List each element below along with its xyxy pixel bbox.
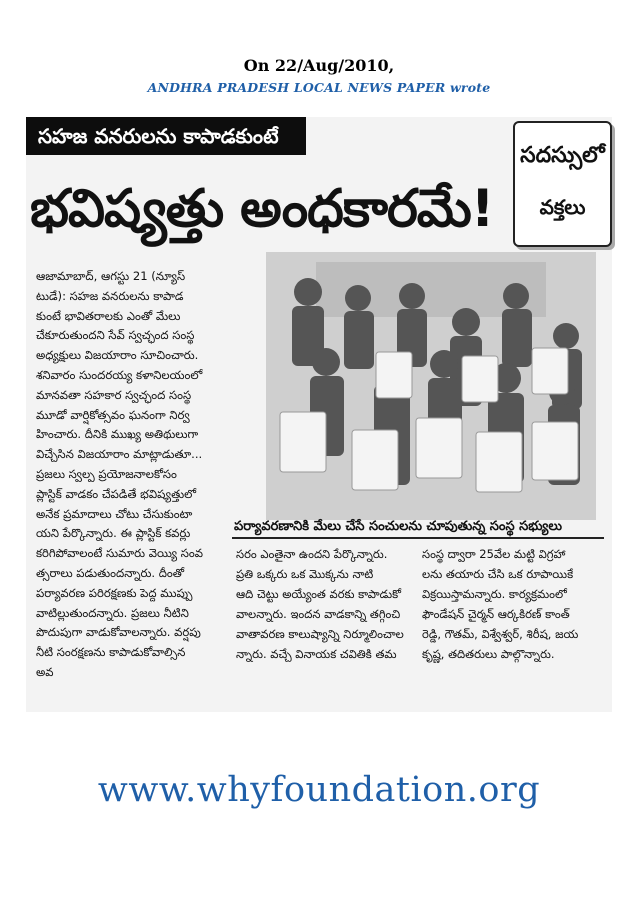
footer-website-url[interactable]: www.whyfoundation.org [97, 770, 541, 810]
article-left-column [36, 267, 204, 707]
article-line: అధ్యక్షులు విజయారాం సూచించారు. [36, 348, 199, 363]
article-line: ప్లాస్టిక్ వాడకం చేపడితే భవిష్యత్తులో [36, 486, 197, 501]
article-line: మూడో వార్షికోత్సవం ఘనంగా నిర్వ [36, 407, 190, 422]
article-line: టుడే): సహజ వనరులను కాపాడ [36, 288, 184, 303]
article-line: చేకూరుతుందని సేవ్ స్వచ్ఛంద సంస్థ [36, 328, 195, 343]
article-line: హించారు. దీనికి ముఖ్య అతిథులుగా [36, 427, 199, 442]
newspaper-clipping [26, 117, 612, 712]
article-line: సరం ఎంతైనా ఉందని పేర్కొన్నారు. [236, 547, 388, 561]
clipping-badge [513, 121, 612, 247]
article-line: లను తయారు చేసి ఒక రూపాయికే [422, 567, 574, 581]
article-line: కరిగిపోవాలంటే సుమారు వెయ్యి సంవ [36, 546, 204, 561]
article-line: సంస్థ ద్వారా 25వేల మట్టి విగ్రహా [422, 547, 566, 561]
badge-line-1: సదస్సులో [520, 143, 605, 168]
article-line: వాటిల్లుతుందన్నారు. ప్రజలు నీటిని [36, 605, 189, 620]
article-line: వాతావరణ కాలుష్యాన్ని నిర్మూలించాల [236, 627, 404, 641]
article-line: ఆజామాబాద్, ఆగస్టు 21 (న్యూస్ [36, 269, 186, 283]
article-line: విచ్చేసిన విజయారాం మాట్లాడుతూ... [36, 447, 203, 462]
article-line: మానవతా సహకార స్వచ్ఛంద సంస్థ [36, 387, 192, 402]
caption-divider [232, 537, 604, 539]
article-line: పర్యావరణ పరిరక్షణకు పెద్ద ముప్పు [36, 585, 193, 600]
clipping-headline: భవిష్యత్తు అంధకారమే! [30, 179, 494, 239]
header-date-line: On 22/Aug/2010, [243, 56, 395, 75]
article-line: ప్రజలు స్వల్ప ప్రయోజనాలకోసం [36, 466, 177, 481]
article-line: ప్రతి ఒక్కరు ఒక మొక్కను నాటి [236, 567, 374, 581]
article-middle-column [236, 544, 406, 704]
article-line: విక్రయిస్తామన్నారు. కార్యక్రమంలో [422, 587, 567, 601]
article-line: అనేక ప్రమాదాలు చోటు చేసుకుంటా [36, 506, 193, 521]
clipping-kicker: సహజ వనరులను కాపాడకుంటే [26, 117, 306, 155]
article-line: రెడ్డి, గౌతమ్, విశ్వేశ్వర్, శిరీష, జయ [422, 627, 579, 641]
header-source-line: ANDHRA PRADESH LOCAL NEWS PAPER wrote [147, 80, 491, 95]
article-right-column [422, 544, 604, 704]
article-line: పొదుపుగా వాడుకోవాలన్నారు. వర్షపు [36, 625, 201, 640]
article-line: ఫౌండేషన్ చైర్మన్ ఆర్కకిరణ్ కాంత్ [422, 607, 570, 621]
photo-caption: పర్యావరణానికి మేలు చేసే సంచులను చూపుతున్న సంస్థ సభ్యులు [234, 519, 563, 534]
article-line: నీటి సంరక్షణను కాపాడుకోవాల్సిన అవ [36, 645, 186, 679]
article-line: కృష్ణ, తదితరులు పాల్గొన్నారు. [422, 647, 555, 661]
article-line: త్సరాలు పడుతుందన్నారు. దీంతో [36, 565, 185, 580]
article-line: శనివారం సుందరయ్య కళానిలయంలో [36, 367, 203, 382]
article-line: యని పేర్కొన్నారు. ఈ ప్లాస్టిక్ కవర్లు [36, 526, 191, 541]
article-line: కుంటే భావితరాలకు ఎంతో మేలు [36, 308, 181, 323]
group-photo [266, 252, 596, 520]
badge-line-2: వక్తలు [539, 195, 586, 219]
group-photo-illustration [266, 252, 596, 520]
article-line: న్నారు. వచ్చే వినాయక చవితికి తమ [236, 647, 397, 661]
article-line: వాలన్నారు. ఇందన వాడకాన్ని తగ్గించి [236, 607, 401, 621]
article-line: ఆది చెట్టు అయ్యేంత వరకు కాపాడుకో [236, 587, 401, 601]
